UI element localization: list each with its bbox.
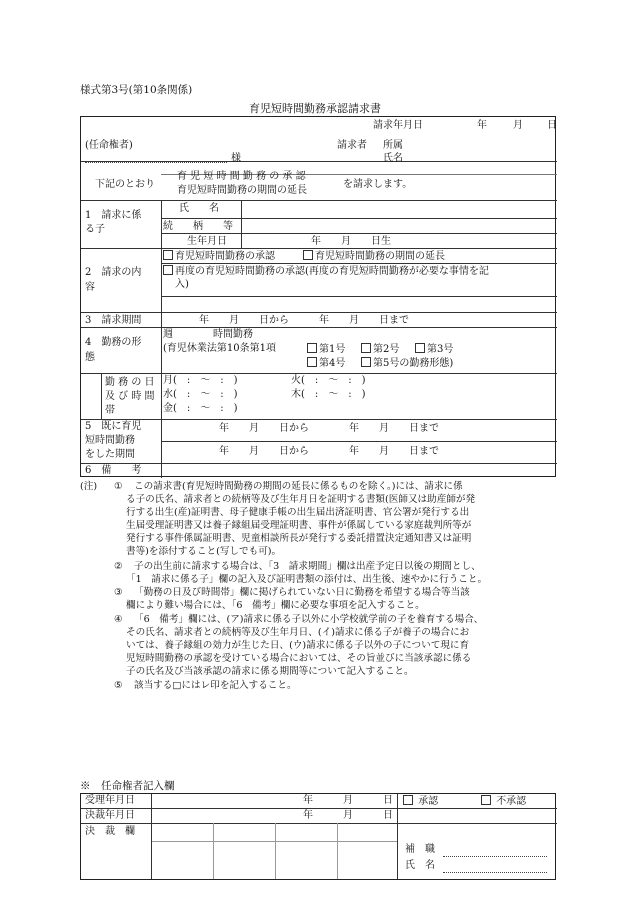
note-line: 児短時間勤務の承認を受けている場合においては、その旨並びに当該承認に係る [126,653,472,664]
sec2-again-option-cont: 入) [175,279,189,290]
checkbox[interactable] [163,250,173,260]
row-divider [397,823,557,824]
sec1-label-cont: る子 [85,224,105,235]
note-mark: ④ [114,614,123,625]
decided-date: 年 月 日 [303,810,393,821]
col-divider [151,794,152,879]
child-name-label: 氏 名 [179,203,219,214]
assistant-label: 補 職 [405,844,435,855]
option-label: 育児短時間勤務の承認 [175,251,275,262]
decided-date-label: 決裁年月日 [85,810,135,821]
row-divider [161,296,557,297]
checkbox[interactable] [361,357,371,367]
note-line: 子の氏名及び当該承認の請求に係る期間等について記入すること。 [126,666,414,677]
tuesday-hours: 火( : ～ : ) [291,375,366,386]
sec2-approval-option[interactable] [163,250,275,264]
law-item-5[interactable] [361,357,453,371]
sec2-label: 2 請求の内 [85,267,142,278]
col-divider [337,823,338,879]
request-form [80,116,556,477]
request-period: 年 月 日から 年 月 日まで [199,315,409,326]
child-birth-label: 生年月日 [187,236,227,247]
requester-label: 請求者 [337,140,367,151]
note-line: 「6 備考」欄には、(ア)請求に係る子以外に小学校就学前の子を養育する場合、 [134,614,484,625]
checkbox[interactable] [403,795,413,805]
note-line: 「1 請求に係る子」欄の記入及び証明書類の添付は、出生後、速やかに行うこと。 [126,574,488,585]
note-line: る子の氏名、請求者との続柄等及び生年月日を証明する書類(医師又は助産師が発 [126,494,476,505]
option-label: 不承認 [496,796,527,807]
previous-period-1: 年 月 日から 年 月 日まで [219,423,439,434]
sec5-label-cont: 短時間勤務 [85,435,135,446]
date-day: 日 [547,120,557,131]
form-title: 育児短時間勤務承認請求書 [249,102,381,115]
authority-line [85,162,227,163]
sec6-label: 6 備 考 [85,465,142,476]
option-label: 第4号 [319,358,346,369]
field-column-divider [241,200,242,248]
law-item-1[interactable] [307,343,345,357]
note-mark: ② [114,561,123,572]
sec3-label: 3 請求期間 [85,315,142,326]
friday-hours: 金( : ～ : ) [163,403,238,414]
assistant-line [443,856,547,857]
checkbox[interactable] [163,265,173,275]
option-label: 第2号 [373,344,400,355]
notes-prefix: (注) [80,481,98,492]
option-label: 承認 [418,796,439,807]
note-line: この請求書(育児短時間勤務の期間の延長に係るものを除く。)には、請求に係 [134,481,463,492]
sec2-extension-option[interactable] [303,250,445,264]
note-mark: ⑤ [114,680,123,691]
sec5-label: 5 既に育児 [85,421,142,432]
request-date-label: 請求年月日 [373,120,423,131]
label-column-divider [161,463,162,478]
approval-column-label: 決 裁 欄 [85,826,135,837]
option-label: 再度の育児短時間勤務の承認(再度の育児短時間勤務が必要な事情を記 [175,266,489,277]
law-item-4[interactable] [307,357,345,371]
label-column-divider [161,200,162,463]
affiliation-label: 所属 [383,140,403,151]
office-use-table [80,793,556,880]
law-reference: (育児休業法第10条第1項 [163,343,276,354]
sec4-label: 4 勤務の形 [85,337,142,348]
form-number: 様式第3号(第10条関係) [80,84,193,96]
row-divider [81,419,557,420]
authority-label: (任命権者) [85,140,133,151]
previous-period-2: 年 月 日から 年 月 日まで [219,446,439,457]
note-line: 該当する□にはレ印を記入すること。 [134,680,297,691]
checkbox[interactable] [307,357,317,367]
approve-option[interactable] [403,795,438,809]
wednesday-hours: 水( : ～ : ) [163,389,238,400]
note-mark: ③ [114,587,123,598]
received-date-label: 受理年月日 [85,795,135,806]
checkbox[interactable] [303,250,313,260]
note-mark: ① [114,481,123,492]
row-divider [81,463,557,464]
row-divider [81,823,397,824]
sec4-label-cont: 態 [85,352,95,363]
weekly-hours: 週 時間勤務 [163,329,253,340]
col-divider [213,823,214,879]
option-extension: 育児短時間勤務の期間の延長 [177,185,307,196]
note-line: 欄により難い場合には、「6 備考」欄に必要な事項を記入すること。 [126,600,425,611]
option-label: 育児短時間勤務の期間の延長 [315,251,445,262]
row-divider [81,312,557,313]
officer-name-label: 氏 名 [405,860,435,871]
intro-text: 下記のとおり [95,179,155,190]
note-line: いては、養子縁組の効力が生じた日、(ウ)請求に係る子以外の子について現に育 [126,640,470,651]
request-suffix: を請求します。 [343,179,413,190]
law-item-3[interactable] [415,343,453,357]
date-year: 年 [477,120,487,131]
reject-option[interactable] [481,795,526,809]
child-relation-label: 続 柄 等 [163,221,233,232]
sub-label-divider [101,373,102,419]
days-label-end: 帯 [105,405,115,416]
law-item-2[interactable] [361,343,399,357]
name-label: 氏名 [383,153,403,164]
officer-name-line [443,872,547,873]
child-birth-date: 年 月 日生 [311,236,391,247]
checkbox[interactable] [481,795,491,805]
row-divider [161,218,557,219]
sec2-label-cont: 容 [85,282,95,293]
sama-label: 様 [231,153,241,164]
sec1-label: 1 請求に係 [85,210,142,221]
option-approval: 育 児 短 時 間 勤 務 の 承 認 [177,171,306,182]
sec2-again-option[interactable] [163,265,489,279]
checkbox[interactable] [307,343,317,353]
date-month: 月 [513,120,523,131]
monday-hours: 月( : ～ : ) [163,375,238,386]
checkbox[interactable] [415,343,425,353]
row-divider [151,841,397,842]
thursday-hours: 木( : ～ : ) [291,389,366,400]
row-divider [81,373,557,374]
days-label-cont: 及 び 時 間 [105,391,155,402]
note-line: 発行する事件係属証明書、児童相談所長が発行する委託措置決定通知書又は証明 [126,533,472,544]
option-label: 第5号の勤務形態) [373,358,454,369]
checkbox[interactable] [361,343,371,353]
note-line: 行する出生(産)証明書、母子健康手帳の出生届出済証明書、官公署が発行する出 [126,507,470,518]
option-label: 第1号 [319,344,346,355]
note-line: 書等)を添付すること(写しでも可)。 [126,546,282,557]
note-line: 「勤務の日及び時間帯」欄に掲げられていない日に勤務を希望する場合等当該 [134,587,470,598]
col-divider [397,794,398,879]
note-line: その氏名、請求者との続柄等及び生年月日、(イ)請求に係る子が養子の場合にお [126,627,470,638]
row-divider [81,200,557,201]
office-use-heading: ※ 任命権者記入欄 [80,780,175,792]
note-line: 生届受理証明書又は養子縁組届受理証明書、事件が係属している家庭裁判所等が [126,520,472,531]
days-label: 勤 務 の 日 [105,377,155,388]
note-line: 子の出生前に請求する場合は、「3 請求期間」欄は出産予定日以後の期間とし、 [134,561,481,572]
col-divider [275,823,276,879]
row-divider [161,441,557,442]
option-label: 第3号 [427,344,454,355]
received-date: 年 月 日 [303,795,393,806]
sec5-label-end: をした期間 [85,449,135,460]
